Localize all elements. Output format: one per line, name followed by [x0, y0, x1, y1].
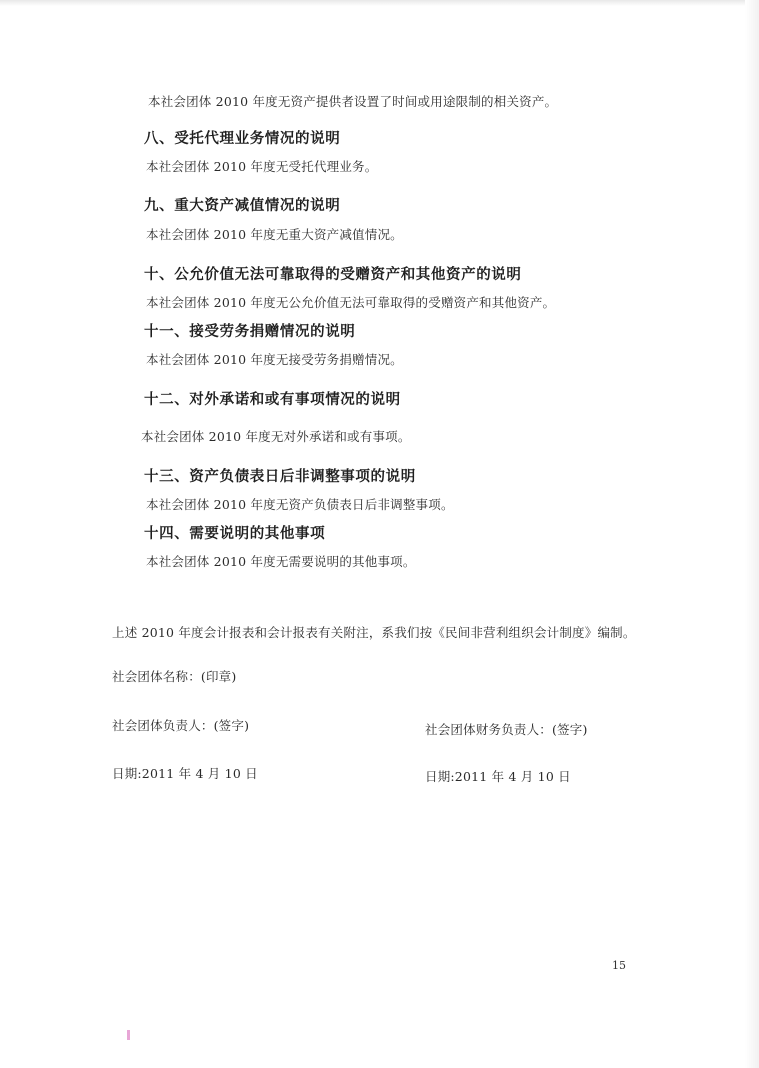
org-name-label: 社会团体名称：(印章)	[112, 669, 237, 684]
leader-signature-label: 社会团体负责人：(签字)	[112, 718, 250, 733]
section-9-body: 本社会团体 2010 年度无重大资产减值情况。	[146, 227, 403, 242]
date-right: 日期:2011 年 4 月 10 日	[425, 769, 571, 784]
section-11-body: 本社会团体 2010 年度无接受劳务捐赠情况。	[146, 352, 403, 367]
section-14-heading: 十四、需要说明的其他事项	[144, 525, 326, 542]
page-number: 15	[612, 959, 626, 972]
section-9-heading: 九、重大资产减值情况的说明	[144, 197, 341, 214]
section-11-heading: 十一、接受劳务捐赠情况的说明	[144, 323, 356, 340]
official-seal-stamp	[425, 557, 571, 659]
scan-edge-top	[0, 0, 759, 6]
section-8-body: 本社会团体 2010 年度无受托代理业务。	[146, 159, 378, 174]
section-8-heading: 八、受托代理业务情况的说明	[144, 130, 341, 147]
date-left: 日期:2011 年 4 月 10 日	[112, 766, 258, 781]
intro-line: 本社会团体 2010 年度无资产提供者设置了时间或用途限制的相关资产。	[148, 94, 558, 109]
section-13-body: 本社会团体 2010 年度无资产负债表日后非调整事项。	[146, 497, 454, 512]
section-10-body: 本社会团体 2010 年度无公允价值无法可靠取得的受赠资产和其他资产。	[146, 295, 556, 310]
scan-mark	[127, 1030, 130, 1040]
section-12-heading: 十二、对外承诺和或有事项情况的说明	[144, 391, 401, 408]
section-14-body: 本社会团体 2010 年度无需要说明的其他事项。	[146, 554, 416, 569]
section-12-body: 本社会团体 2010 年度无对外承诺和或有事项。	[141, 429, 411, 444]
section-13-heading: 十三、资产负债表日后非调整事项的说明	[144, 468, 416, 485]
compilation-statement: 上述 2010 年度会计报表和会计报表有关附注，系我们按《民间非营利组织会计制度》编制。	[112, 625, 636, 640]
section-10-heading: 十、公允价值无法可靠取得的受赠资产和其他资产的说明	[144, 266, 522, 283]
finance-leader-signature-label: 社会团体财务负责人：(签字)	[425, 722, 588, 737]
scan-edge-right	[745, 0, 759, 1068]
